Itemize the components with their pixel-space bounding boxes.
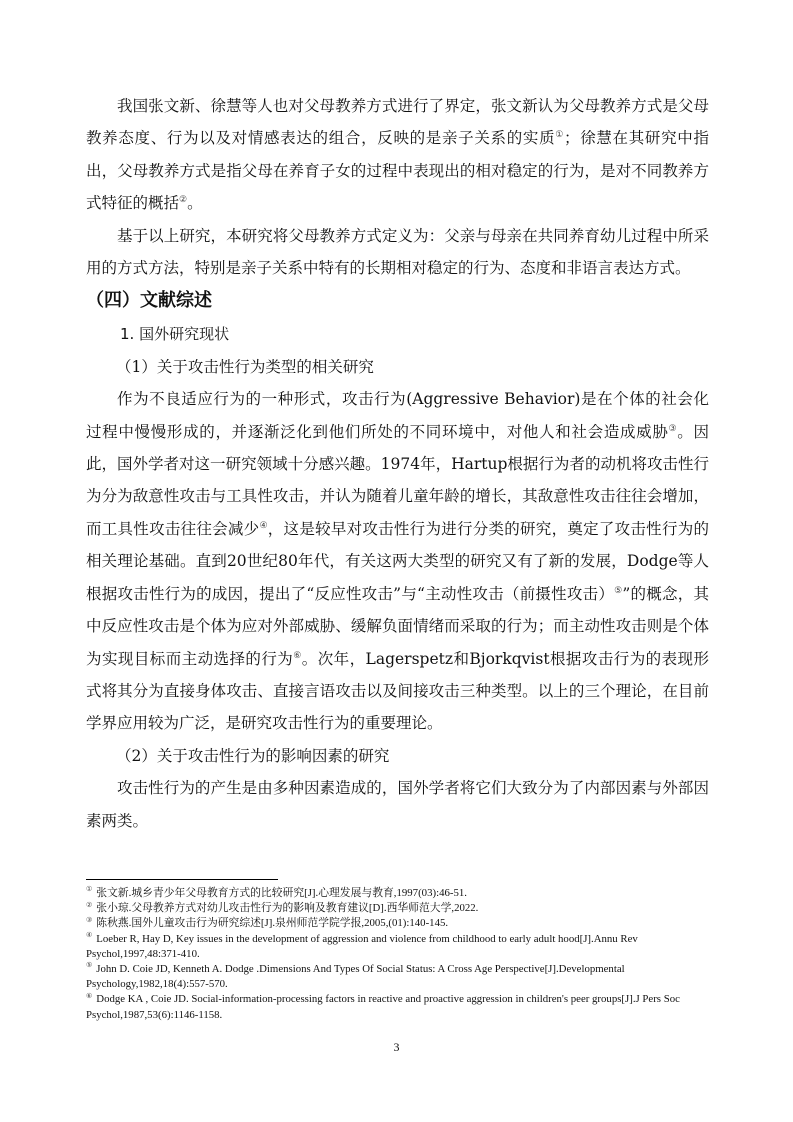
- paragraph-factors: 攻击性行为的产生是由多种因素造成的，国外学者将它们大致分为了内部因素与外部因素两类。: [86, 779, 709, 830]
- footnote-text: 张小琼.父母教养方式对幼儿攻击性行为的影响及教育建议[D].西华师范大学,2022.: [96, 902, 479, 915]
- footnote-mark: ⑥: [86, 991, 93, 1000]
- footnote-ref[interactable]: ④: [259, 520, 268, 531]
- footnote-mark: ②: [86, 900, 93, 909]
- footnote-text: Dodge KA , Coie JD. Social-information-processing factors in reactive and proactive aggression in children's peer groups[J].J Pers Soc Psychol,1987,53(6):1146-1158.: [86, 993, 680, 1021]
- footnote-ref[interactable]: ③: [668, 423, 678, 434]
- footnote-text: 陈秋燕.国外儿童攻击行为研究综述[J].泉州师范学院学报,2005,(01):140-145.: [96, 917, 449, 930]
- footnote-mark: ③: [86, 915, 93, 924]
- section-heading: （四）文献综述: [86, 290, 212, 312]
- paragraph-text: 我国张文新、徐慧等人也对父母教养方式进行了界定，张文新认为父母教养方式是父母教养态度、行为以及对情感表达的组合，反映的是亲子关系的实质: [86, 97, 709, 148]
- footnote-mark: ④: [86, 931, 93, 940]
- footnote-mark: ①: [86, 885, 93, 894]
- footnote-text: Loeber R, Hay D, Key issues in the development of aggression and violence from childhood to early adult hood[J].Annu Rev Psychol,1997,48:371-410.: [86, 932, 638, 960]
- paragraph-text: ；徐慧在其研究中指出，父母教养方式是指父母在养育子女的过程中表现出的相对稳定的行为，是对不同教养方式特征的概括: [86, 129, 709, 213]
- footnote-ref[interactable]: ②: [179, 195, 188, 206]
- footnote: [86, 932, 709, 962]
- subsubsection-heading: （2）关于攻击性行为的影响因素的研究: [116, 746, 390, 765]
- page-number: 3: [393, 1040, 400, 1054]
- footnote-mark: ⑤: [86, 961, 93, 970]
- footnote: [86, 901, 709, 916]
- paragraph-text: ”的概念，其中反应性攻击是个体为应对外部威胁、缓解负面情绪而采取的行为；而主动性攻击则是个体为实现目标而主动选择的行为: [86, 584, 709, 668]
- footnote-ref[interactable]: ⑥: [293, 650, 302, 661]
- footnote-text: John D. Coie JD, Kenneth A. Dodge .Dimensions And Types Of Social Status: A Cross Age Perspective[J].Developmental Psychology,1982,18(4):557-570.: [86, 963, 625, 991]
- footnote: [86, 886, 709, 901]
- paragraph-text: 作为不良适应行为的一种形式，攻击行为(Aggressive Behavior)是在个体的社会化过程中慢慢形成的，并逐渐泛化到他们所处的不同环境中，对他人和社会造成威胁: [86, 390, 709, 441]
- footnote-ref[interactable]: ⑤: [614, 585, 623, 596]
- body-text: [86, 90, 709, 837]
- subsection-heading: 1. 国外研究现状: [120, 325, 230, 344]
- paragraph-study-definition: [86, 220, 709, 285]
- footnotes: [86, 886, 709, 1023]
- subsubsection-heading: （1）关于攻击性行为类型的相关研究: [116, 357, 374, 376]
- paragraph-definition: [86, 90, 709, 220]
- paragraph-text: 。次年，Lagerspetz和Bjorkqvist根据攻击行为的表现形式将其分为直接身体攻击、直接言语攻击以及间接攻击三种类型。以上的三个理论，在目前学界应用较为广泛，是研究攻击性行为的重要理论。: [86, 649, 709, 733]
- footnote-divider: [86, 879, 278, 880]
- footnote: [86, 962, 709, 992]
- paragraph-text: 。: [187, 194, 203, 213]
- footnote: [86, 992, 709, 1022]
- footnote-ref[interactable]: ①: [555, 130, 565, 141]
- paragraph-text: 。因此，国外学者对这一研究领域十分感兴趣。1974年，Hartup根据行为者的动机将攻击性行为分为敌意性攻击与工具性攻击，并认为随着儿童年龄的增长，其敌意性攻击往往会增加，而工具性攻击往往会减少: [86, 422, 709, 538]
- paragraph-text: 基于以上研究，本研究将父母教养方式定义为：父亲与母亲在共同养育幼儿过程中所采用的方式方法，特别是亲子关系中特有的长期相对稳定的行为、态度和非语言表达方式。: [86, 226, 709, 278]
- footnote: [86, 916, 709, 931]
- footnote-text: 张文新.城乡青少年父母教育方式的比较研究[J].心理发展与教育,1997(03):46-51.: [96, 887, 467, 899]
- paragraph-aggression-types: [86, 383, 709, 739]
- paragraph-text: ，这是较早对攻击性行为进行分类的研究，奠定了攻击性行为的相关理论基础。直到20世纪80年代，有关这两大类型的研究又有了新的发展，Dodge等人根据攻击性行为的成因，提出了“反应性攻击”与“主动性攻击（前摄性攻击）: [86, 519, 709, 603]
